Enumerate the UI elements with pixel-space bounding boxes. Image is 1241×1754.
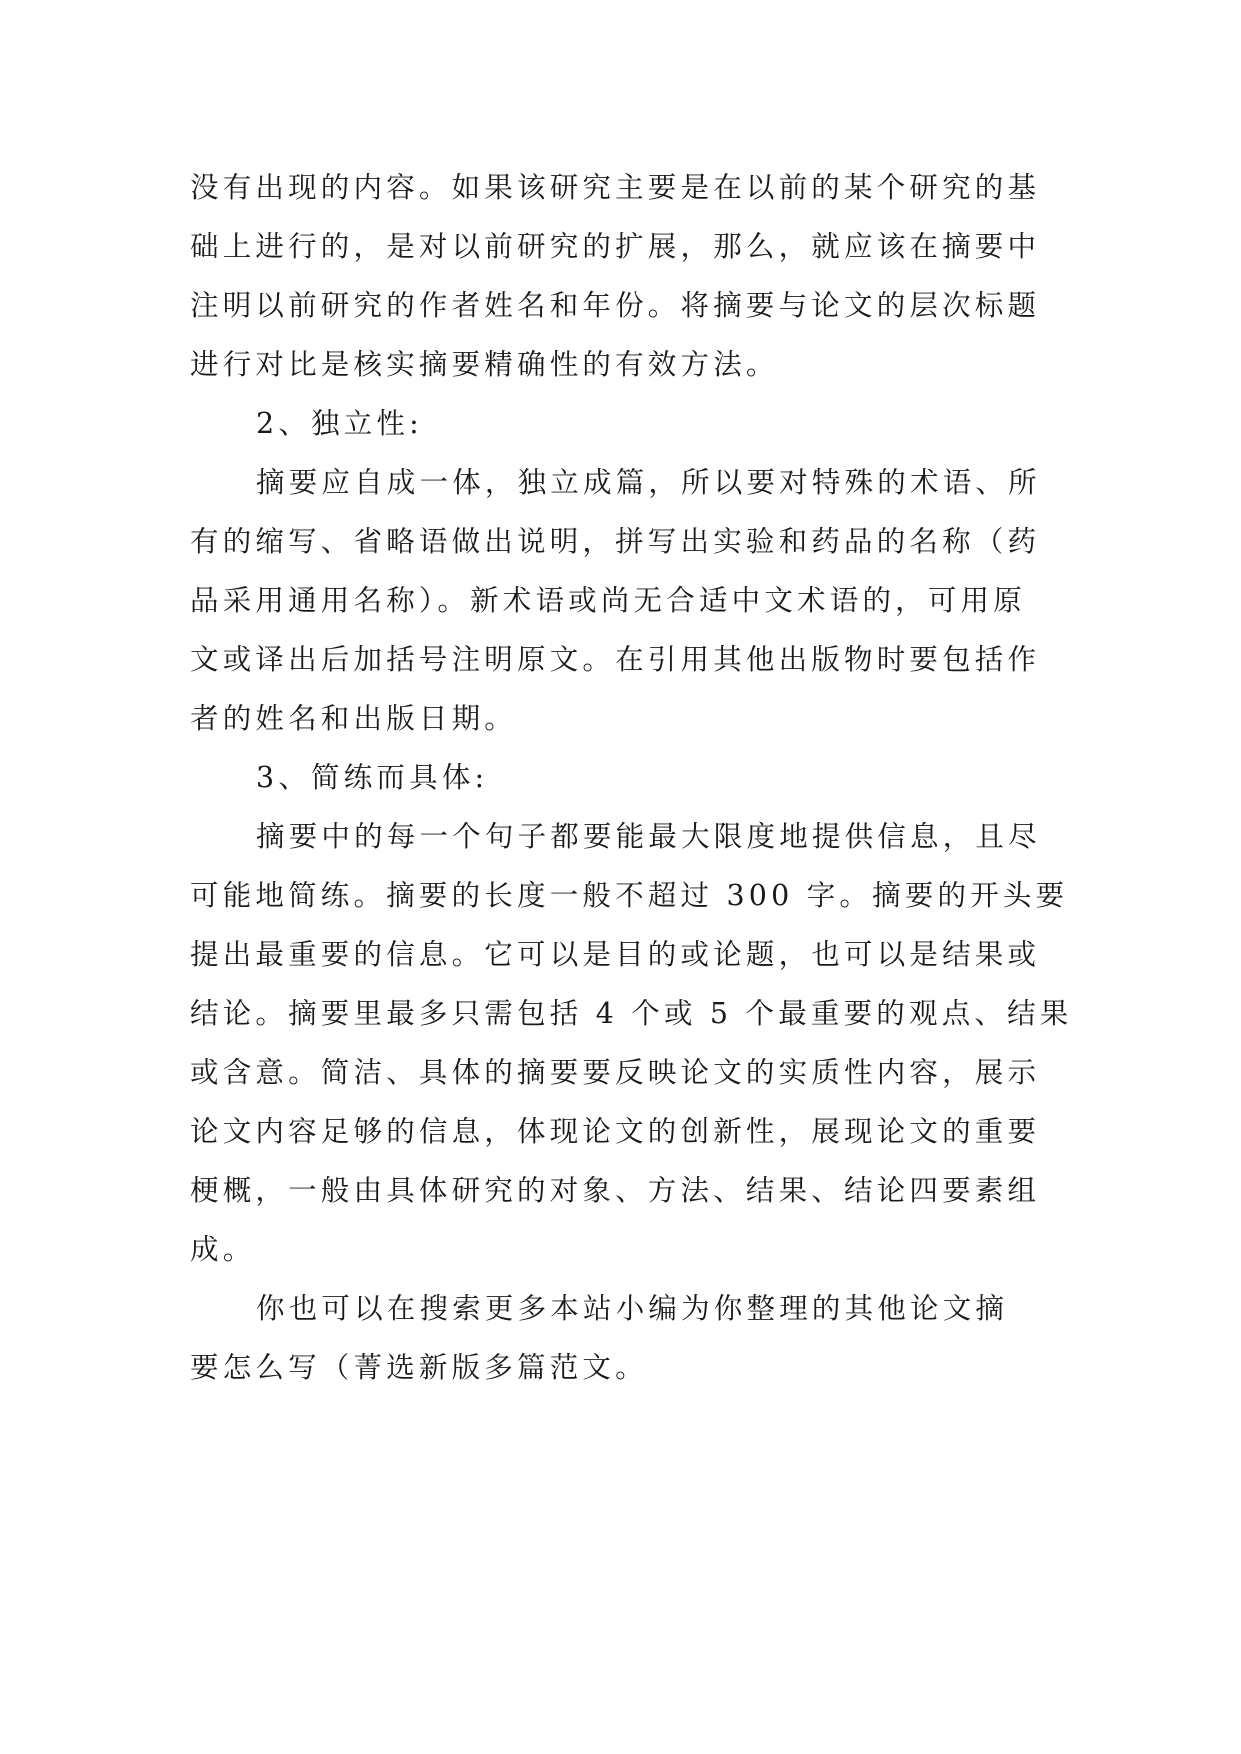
- heading-text: 2、独立性:: [256, 407, 423, 440]
- text-line: 提出最重要的信息。它可以是目的或论题，也可以是结果或: [190, 938, 1041, 971]
- heading-text: 3、简练而具体:: [256, 761, 489, 794]
- section-heading-concise: [190, 748, 1052, 807]
- paragraph-independence: [190, 453, 1052, 748]
- text-line: 础上进行的，是对以前研究的扩展，那么，就应该在摘要中: [190, 230, 1041, 263]
- text-line: 梗概，一般由具体研究的对象、方法、结果、结论四要素组: [190, 1174, 1041, 1207]
- text-line: 文或译出后加括号注明原文。在引用其他出版物时要包括作: [190, 643, 1041, 676]
- text-line: 或含意。简洁、具体的摘要要反映论文的实质性内容，展示: [190, 1056, 1041, 1089]
- paragraph-closing: [190, 1279, 1052, 1397]
- paragraph-continued: [190, 158, 1052, 394]
- text-line: 进行对比是核实摘要精确性的有效方法。: [190, 348, 779, 381]
- text-line: 没有出现的内容。如果该研究主要是在以前的某个研究的基: [190, 171, 1041, 204]
- text-line: 你也可以在搜索更多本站小编为你整理的其他论文摘: [256, 1292, 1009, 1325]
- text-line: 品采用通用名称）。新术语或尚无合适中文术语的，可用原: [190, 584, 1026, 617]
- text-line: 成。: [190, 1233, 256, 1266]
- paragraph-concise: [190, 807, 1073, 1279]
- text-line: 结论。摘要里最多只需包括 4 个或 5 个最重要的观点、结果: [190, 997, 1073, 1030]
- text-line: 者的姓名和出版日期。: [190, 702, 518, 735]
- text-line: 可能地简练。摘要的长度一般不超过 300 字。摘要的开头要: [190, 879, 1069, 912]
- text-line: 要怎么写（菁选新版多篇范文。: [190, 1351, 648, 1384]
- text-line: 摘要中的每一个句子都要能最大限度地提供信息，且尽: [256, 820, 1041, 853]
- document-body: [190, 158, 1073, 1397]
- text-line: 摘要应自成一体，独立成篇，所以要对特殊的术语、所: [256, 466, 1041, 499]
- text-line: 注明以前研究的作者姓名和年份。将摘要与论文的层次标题: [190, 289, 1041, 322]
- text-line: 有的缩写、省略语做出说明，拼写出实验和药品的名称（药: [190, 525, 1041, 558]
- text-line: 论文内容足够的信息，体现论文的创新性，展现论文的重要: [190, 1115, 1041, 1148]
- section-heading-independence: [190, 394, 1052, 453]
